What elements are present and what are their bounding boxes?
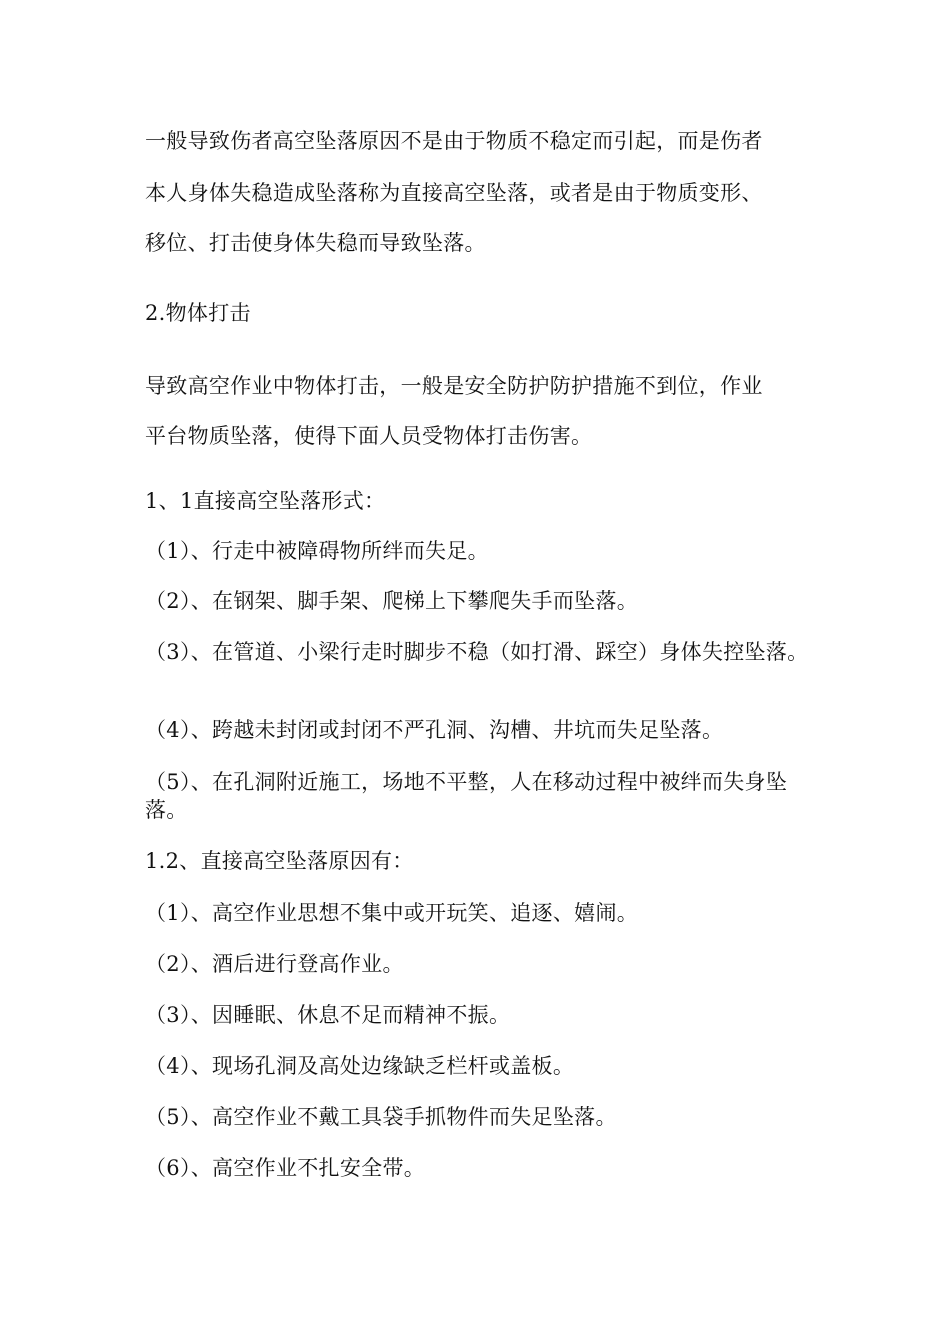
section-1-1-item-5: （5）、在孔洞附近施工，场地不平整，人在移动过程中被绊而失身坠落。 <box>145 770 788 822</box>
section-1-2-item-5: （5）、高空作业不戴工具袋手抓物件而失足坠落。 <box>145 1105 617 1129</box>
section-1-1-heading: 1、1直接高空坠落形式： <box>145 489 386 513</box>
section-1-2-item-1: （1）、高空作业思想不集中或开玩笑、追逐、嬉闹。 <box>145 901 639 925</box>
section-1-1-item-1: （1）、行走中被障碍物所绊而失足。 <box>145 539 489 563</box>
section-2-heading: 2.物体打击 <box>145 301 251 325</box>
section-1-2-item-2: （2）、酒后进行登高作业。 <box>145 952 404 976</box>
section-1-2-item-6: （6）、高空作业不扎安全带。 <box>145 1156 426 1180</box>
section-2-line-2: 平台物质坠落，使得下面人员受物体打击伤害。 <box>145 424 593 448</box>
section-1-2-item-3: （3）、因睡眠、休息不足而精神不振。 <box>145 1003 511 1027</box>
section-2-line-1: 导致高空作业中物体打击，一般是安全防护防护措施不到位，作业 <box>145 374 763 398</box>
section-1-1-item-2: （2）、在钢架、脚手架、爬梯上下攀爬失手而坠落。 <box>145 589 639 613</box>
section-1-1-item-3: （3）、在管道、小梁行走时脚步不稳（如打滑、踩空）身体失控坠落。 <box>145 640 809 664</box>
section-1-2-heading: 1.2、直接高空坠落原因有： <box>145 849 414 873</box>
section-1-2-item-4: （4）、现场孔洞及高处边缘缺乏栏杆或盖板。 <box>145 1054 575 1078</box>
section-1-1-item-4: （4）、跨越未封闭或封闭不严孔洞、沟槽、井坑而失足坠落。 <box>145 718 724 742</box>
intro-line-3: 移位、打击使身体失稳而导致坠落。 <box>145 231 486 255</box>
intro-line-1: 一般导致伤者高空坠落原因不是由于物质不稳定而引起，而是伤者 <box>145 129 763 153</box>
intro-line-2: 本人身体失稳造成坠落称为直接高空坠落，或者是由于物质变形、 <box>145 181 763 205</box>
